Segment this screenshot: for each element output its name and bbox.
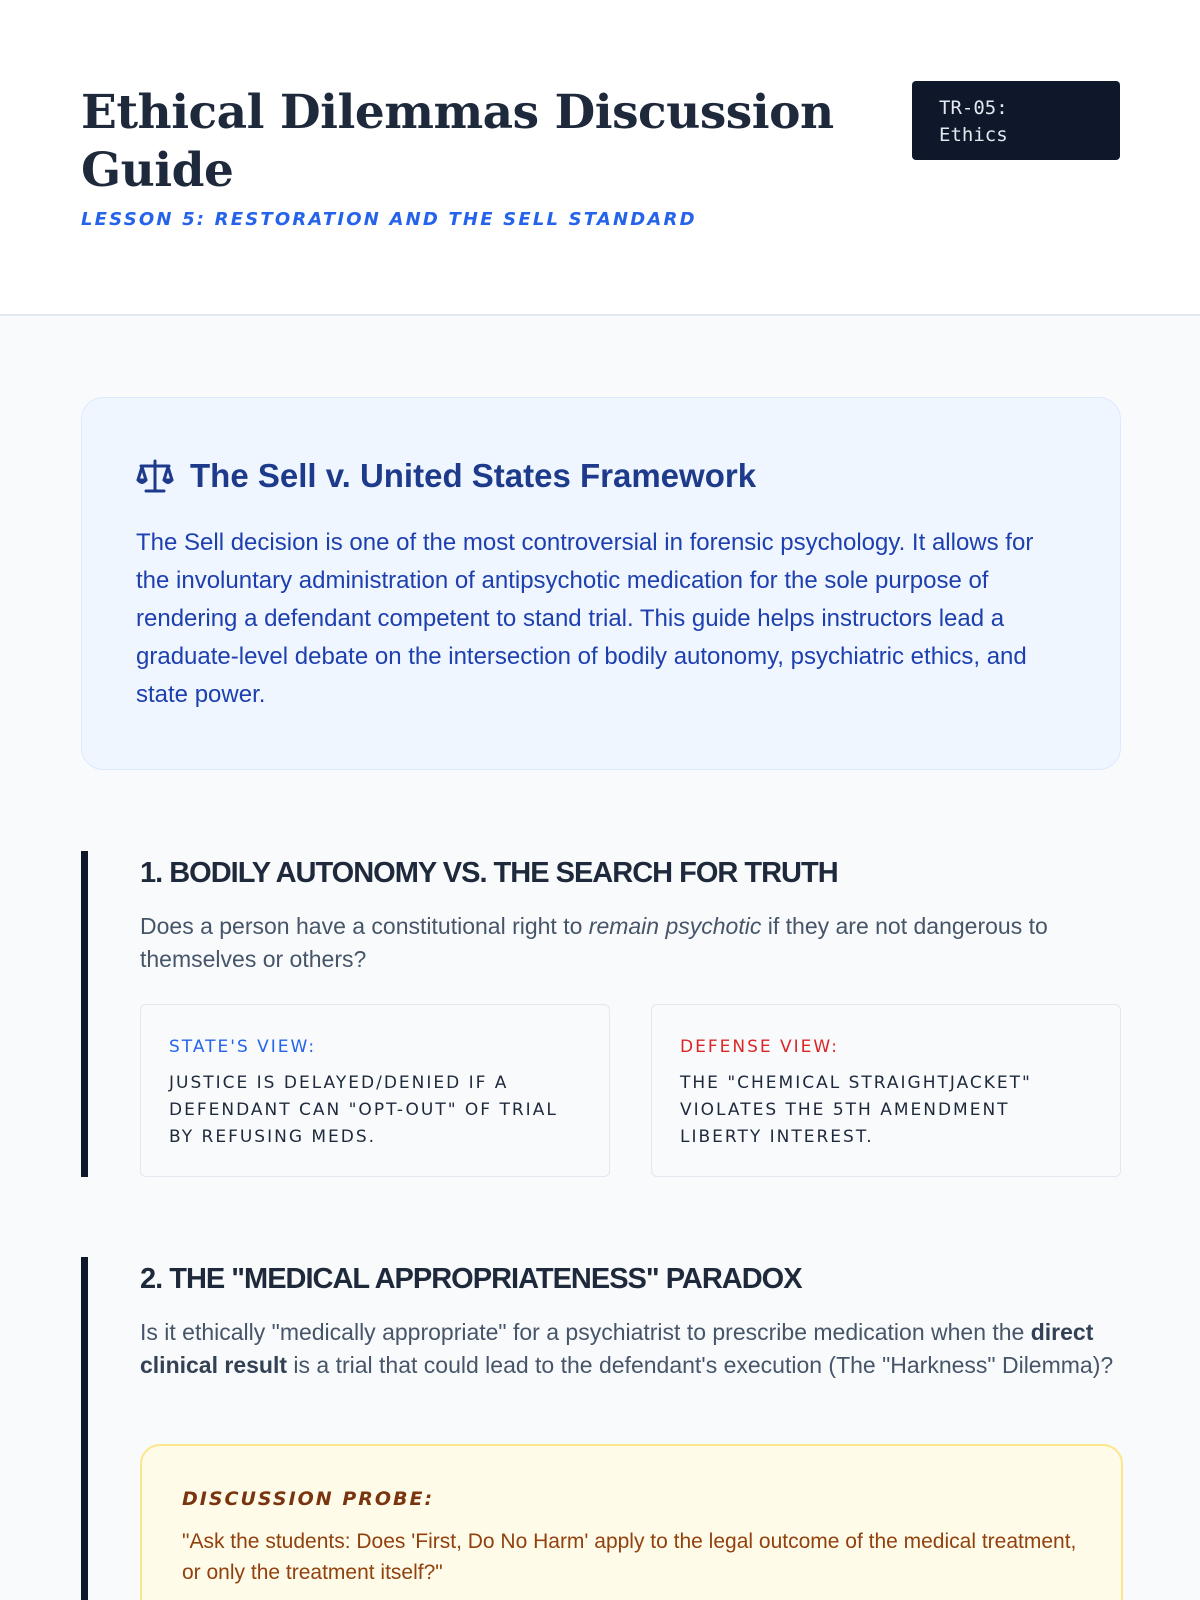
page-header bbox=[0, 0, 1200, 316]
question-text: Is it ethically "medically appropriate" for a psychiatrist to prescribe medication when the bbox=[140, 1319, 1031, 1345]
defense-view-text: THE "CHEMICAL STRAIGHTJACKET" VIOLATES THE 5TH AMENDMENT LIBERTY INTEREST. bbox=[680, 1073, 1032, 1147]
intro-text: The Sell decision is one of the most controversial in forensic psychology. It allows for the involuntary administration of antipsychotic medication for the sole purpose of rendering a defendant competent to stand trial. This guide helps instructors lead a graduate-level debate on the intersection of bodily autonomy, psychiatric ethics, and state power. bbox=[136, 529, 1034, 708]
lesson-subtitle: LESSON 5: RESTORATION AND THE SELL STANDARD bbox=[81, 209, 697, 230]
dilemma-section-1 bbox=[81, 851, 1121, 1177]
question-text: Does a person have a constitutional right to bbox=[140, 913, 589, 939]
framework-intro-card bbox=[81, 397, 1121, 770]
state-view-label: STATE'S VIEW: bbox=[169, 1037, 317, 1057]
question-text: is a trial that could lead to the defendant's execution (The "Harkness" Dilemma)? bbox=[287, 1352, 1114, 1378]
discussion-probe-card bbox=[140, 1444, 1123, 1600]
section-question bbox=[140, 1316, 1125, 1382]
page-title: Ethical Dilemmas Discussion Guide bbox=[81, 85, 834, 198]
section-title: 1. BODILY AUTONOMY VS. THE SEARCH FOR TRUTH bbox=[140, 857, 838, 889]
state-view-text: JUSTICE IS DELAYED/DENIED IF A DEFENDANT CAN "OPT-OUT" OF TRIAL BY REFUSING MEDS. bbox=[169, 1073, 558, 1147]
probe-label: DISCUSSION PROBE: bbox=[182, 1488, 435, 1510]
question-emphasis: remain psychotic bbox=[588, 913, 762, 939]
section-title: 2. THE "MEDICAL APPROPRIATENESS" PARADOX bbox=[140, 1263, 802, 1295]
dilemma-section-2 bbox=[81, 1257, 1121, 1600]
defense-view-card bbox=[651, 1004, 1121, 1177]
intro-heading bbox=[136, 457, 756, 495]
defense-view-label: DEFENSE VIEW: bbox=[680, 1037, 839, 1057]
state-view-card bbox=[140, 1004, 610, 1177]
question-text: if they are not dangerous to themselves or others? bbox=[140, 913, 1048, 972]
course-code-badge: TR-05: Ethics bbox=[912, 81, 1120, 160]
section-question bbox=[140, 910, 1125, 976]
probe-text: "Ask the students: Does 'First, Do No Harm' apply to the legal outcome of the medical treatment, or only the treatment itself?" bbox=[182, 1530, 1077, 1584]
intro-title: The Sell v. United States Framework bbox=[190, 457, 757, 494]
scale-balance-icon bbox=[136, 458, 174, 494]
question-strong: direct clinical result bbox=[140, 1319, 1094, 1378]
